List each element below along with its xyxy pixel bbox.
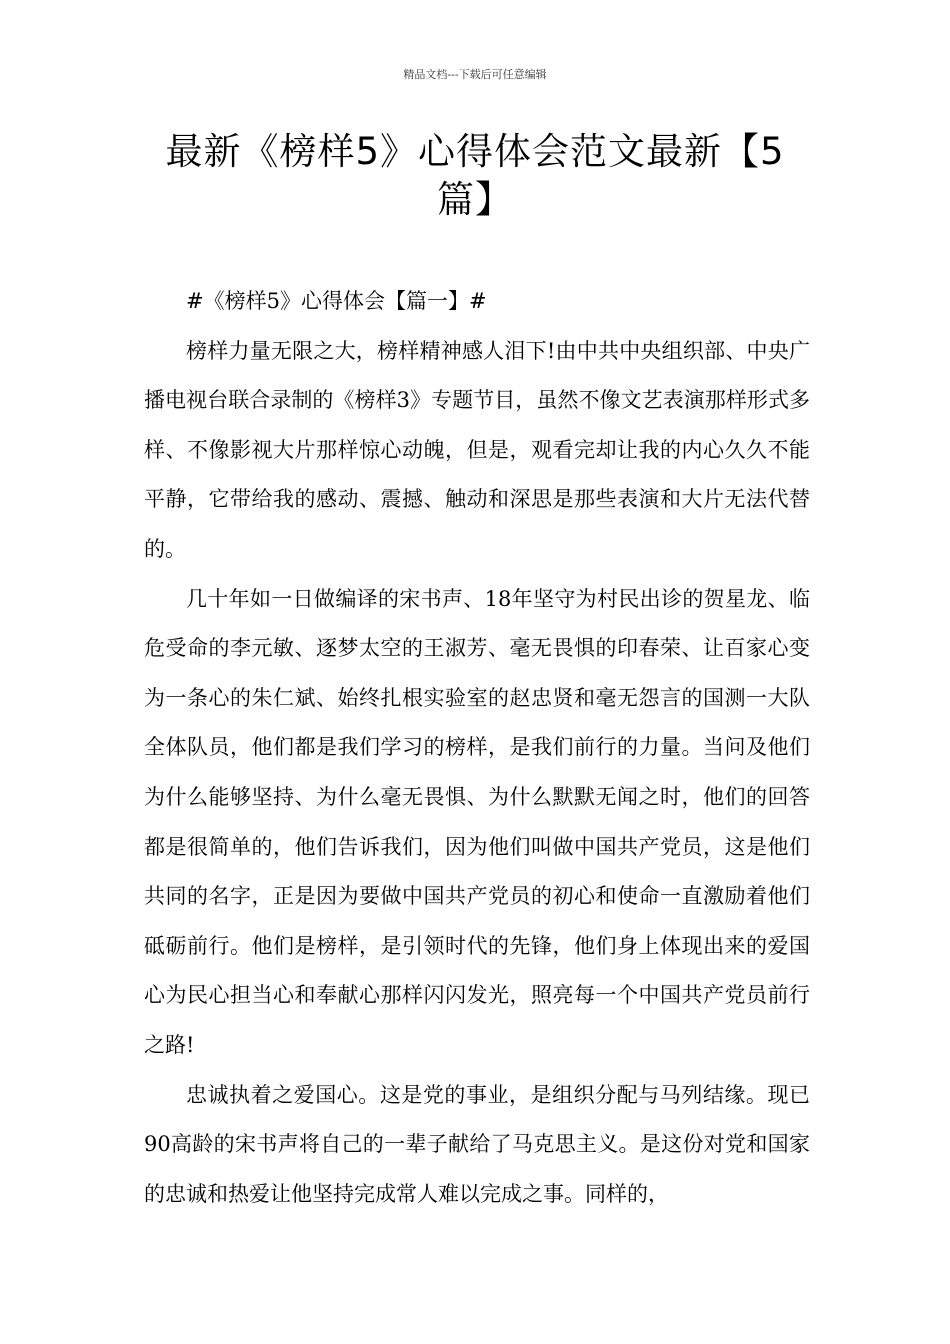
body-paragraph: 几十年如一日做编译的宋书声、18年坚守为村民出诊的贺星龙、临危受命的李元敏、逐梦太空的王淑芳、毫无畏惧的印春荣、让百家心变为一条心的朱仁斌、始终扎根实验室的赵忠贤和毫无怨言的国测一大队全体队员，他们都是我们学习的榜样，是我们前行的力量。当问及他们为什么能够坚持、为什么毫无畏惧、为什么默默无闻之时，他们的回答都是很简单的，他们告诉我们，因为他们叫做中国共产党员，这是他们共同的名字，正是因为要做中国共产党员的初心和使命一直激励着他们砥砺前行。他们是榜样，是引领时代的先锋，他们身上体现出来的爱国心为民心担当心和奉献心那样闪闪发光，照亮每一个中国共产党员前行之路!	[144, 586, 810, 1057]
body-paragraph: 榜样力量无限之大，榜样精神感人泪下!由中共中央组织部、中央广播电视台联合录制的《榜样3》专题节目，虽然不像文艺表演那样形式多样、不像影视大片那样惊心动魄，但是，观看完却让我的内心久久不能平静，它带给我的感动、震撼、触动和深思是那些表演和大片无法代替的。	[144, 338, 810, 561]
header-note: 精品文档---下载后可任意编辑	[403, 68, 547, 81]
document-title: 最新《榜样5》心得体会范文最新【5篇】	[165, 130, 785, 221]
section-heading: #《榜样5》心得体会【篇一】#	[186, 289, 487, 313]
document-body	[144, 277, 810, 1219]
body-paragraph: 忠诚执着之爱国心。这是党的事业，是组织分配与马列结缘。现已90高龄的宋书声将自己的一辈子献给了马克思主义。是这份对党和国家的忠诚和热爱让他坚持完成常人难以完成之事。同样的，	[144, 1082, 810, 1206]
